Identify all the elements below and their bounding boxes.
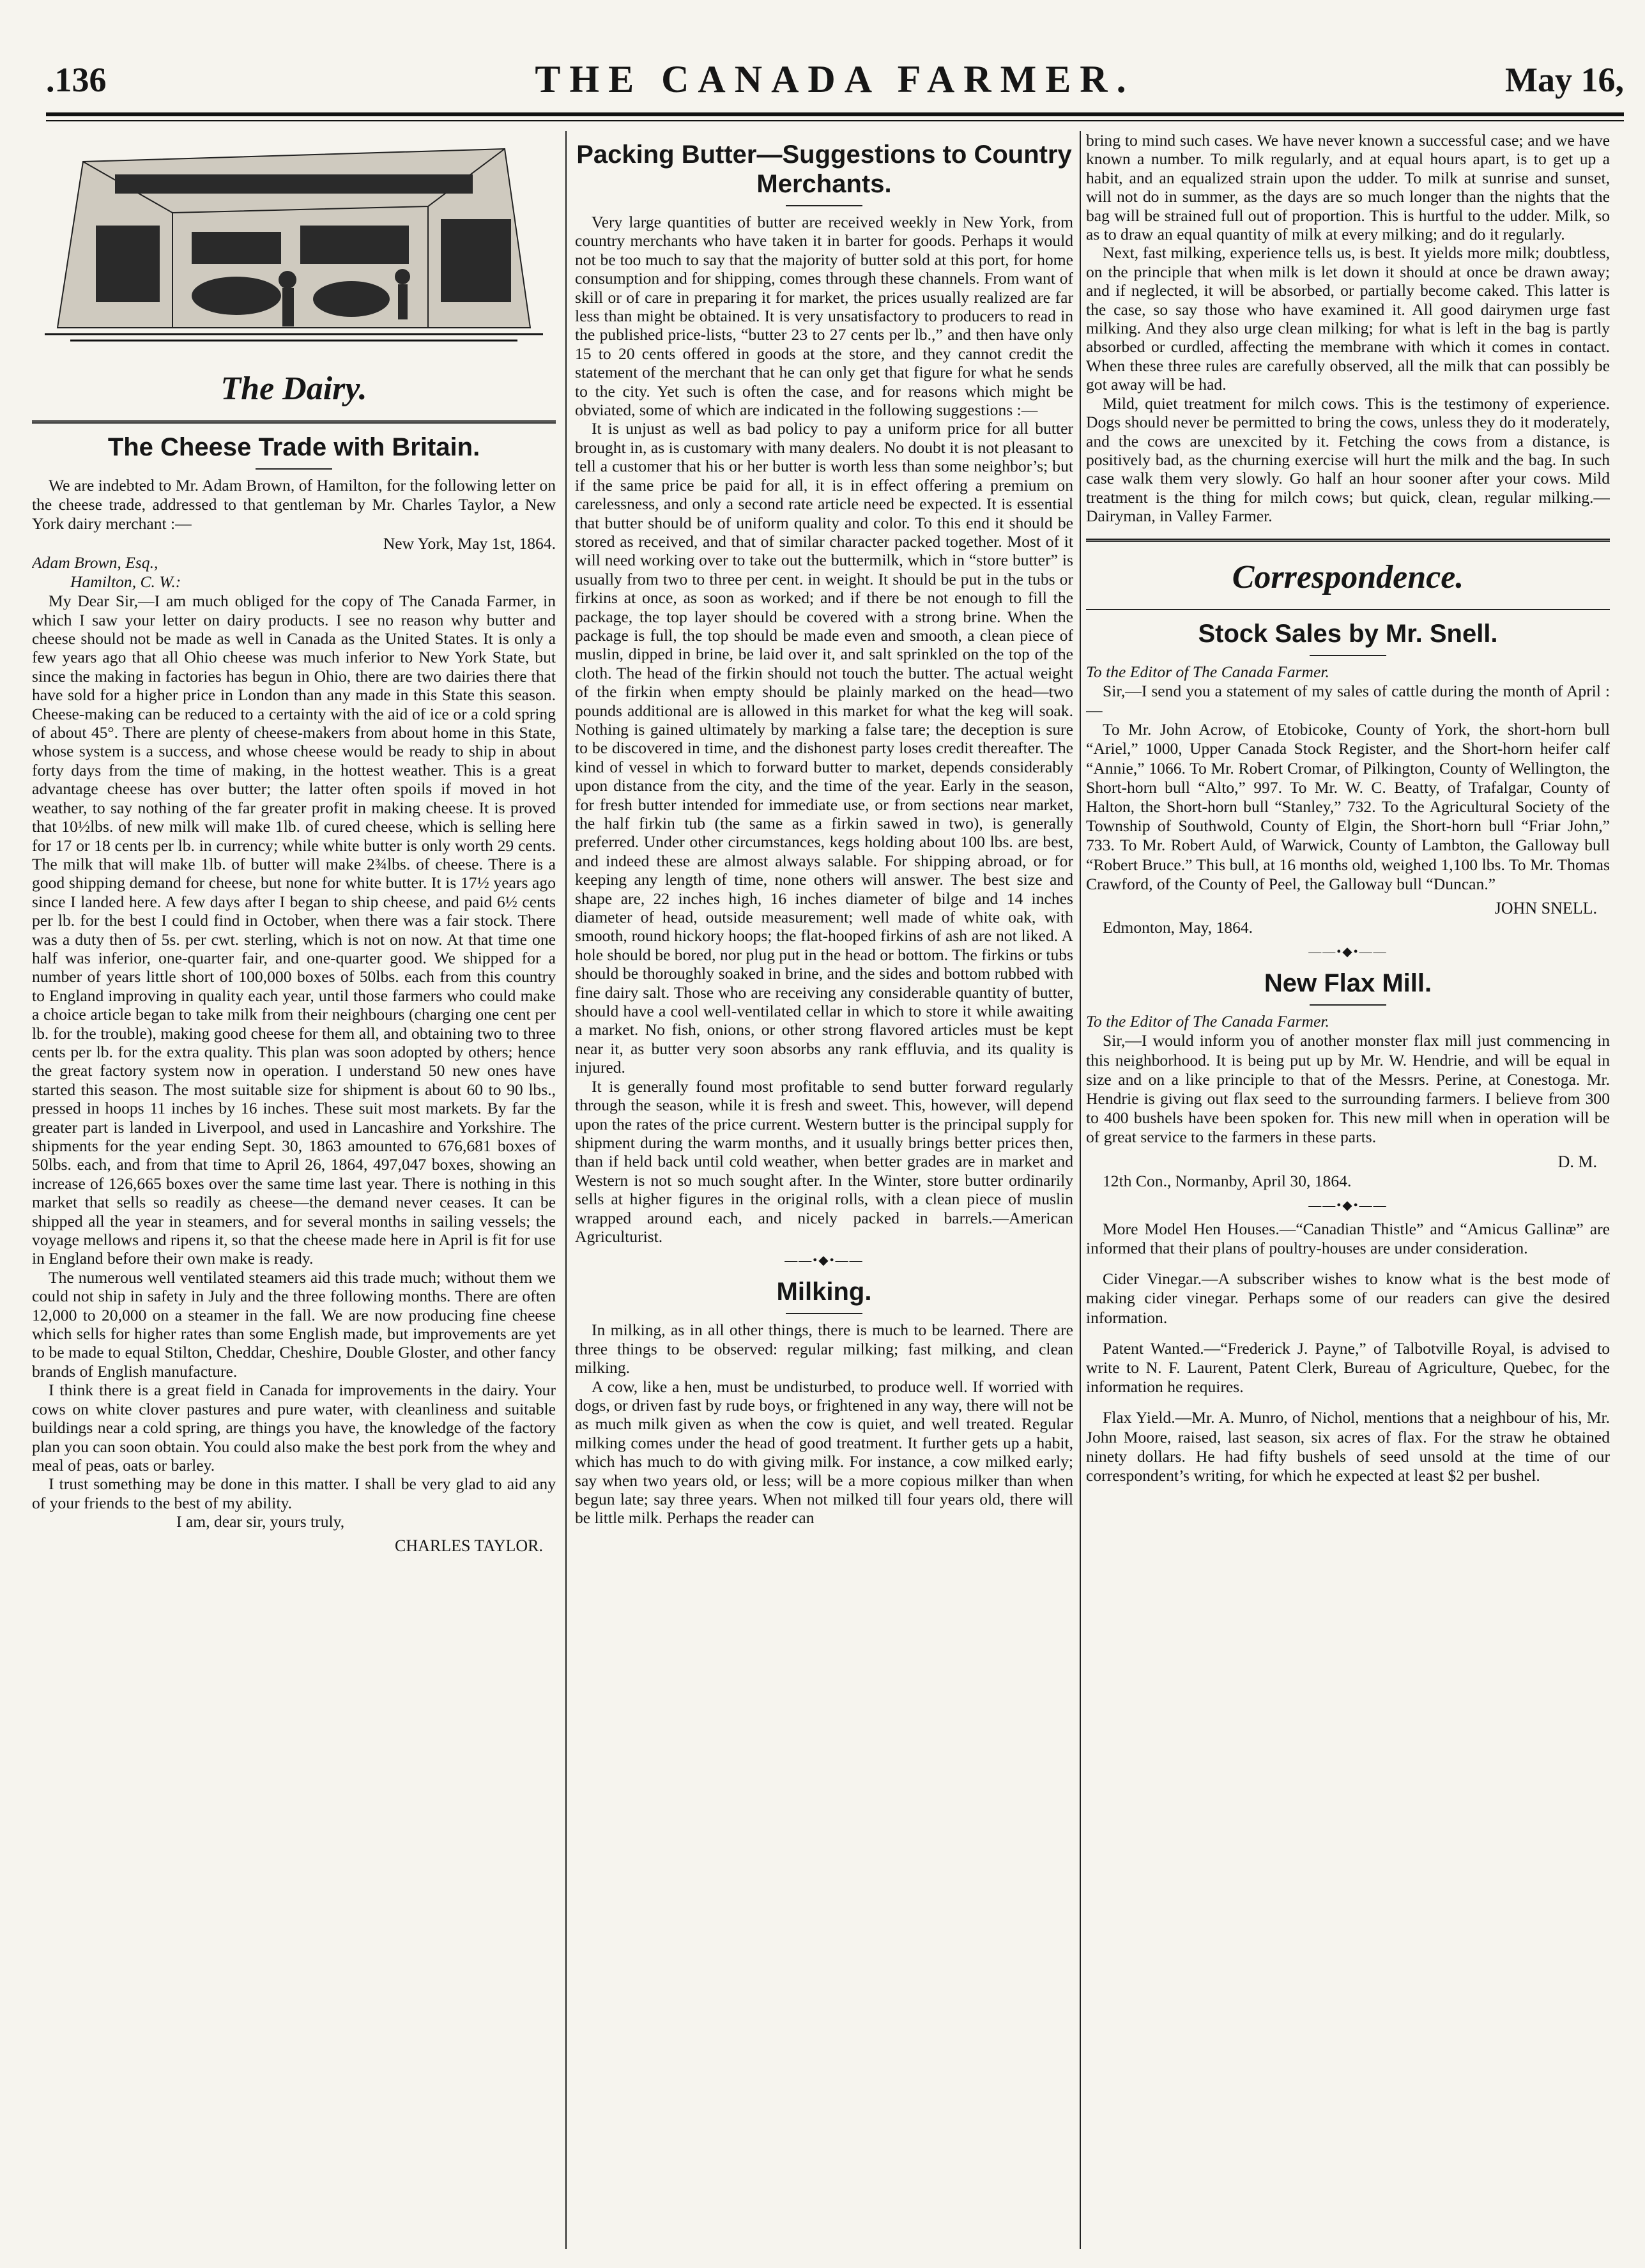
section-title: The Dairy. xyxy=(220,371,367,407)
paragraph: Sir,—I send you a statement of my sales of cattle during the month of April :— xyxy=(1086,681,1610,719)
section-title: Correspondence. xyxy=(1232,558,1464,595)
ornament-divider: ——•◆•—— xyxy=(1308,945,1388,960)
notice-paragraph: Flax Yield.—Mr. A. Munro, of Nichol, mentions that a neighbour of his, Mr. John Moore, raised, last season, six acres of flax. For the straw he obtained ninety dollars. He had fifty bushels of seed unsold at the time of our correspondent’s writing, for which he expected at least $2 per bushel. xyxy=(1086,1408,1610,1485)
article-title: New Flax Mill. xyxy=(1264,969,1432,998)
short-rule xyxy=(256,468,332,470)
paragraph: bring to mind such cases. We have never known a successful case; and we have known a number. To milk regularly, and at equal hours apart, is to get up a habit, and an equalized strain upon the udder. To milk at sunrise and sunset, will not do in summer, as the days are so much longer than the nights that the bag will be strained full out of proportion. This is hurtful to the udder. Milk, so as to draw an equal quantity of milk at every milking; and do it regularly. xyxy=(1086,131,1610,244)
paragraph: It is unjust as well as bad policy to pay a uniform price for all butter brought in, as is customary with many dealers. No doubt it is not pleasant to tell a customer that his or her butter is worth less than some neighbor’s; but if the same price be paid for all, it is in effect offering a premium on carelessness, and only a second rate article need be expected. It is essential that butter should be of uniform quality and color. To this end it should be stored as received, and that of similar character packed together. Most of it will need working over to take out the buttermilk, which in “store butter” is usually from two to three per cent. in weight. It should be put in the tubs or firkins at once, as soon as worked; and if there be not enough to fill the package, the top layer should be covered with a strong brine. When the package is full, the top should be made even and smooth, a clean piece of muslin, dipped in brine, be laid over it, and salt sprinkled on the top of the cloth. The head of the firkin should not touch the butter. The actual weight of the firkin when empty should be plainly marked on the head—two pounds additional are is allowed in this market for what the keg will soak. Nothing is gained ultimately by marking a false tare; the deception is sure to be discovered in time, and the dishonest party loses credit thereafter. The kind of vessel in which to forward butter to market, depends considerably upon distance from the city, and the time of the year. Early in the season, for fresh butter intended for immediate use, or from sections near market, the half firkin tub (the same as a firkin sawed in two), is generally preferred. Under other circumstances, kegs holding about 100 lbs. are best, and indeed these are almost always salable. For shipping abroad, or for keeping any length of time, none others will answer. The best size and shape are, 22 inches high, 16 inches diameter of bilge and 14 inches diameter of head, outside measurement; well made of white oak, with smooth, round hickory hoops; the flat-hooped firkins of ash are not liked. A hole should be bored, nor plug put in the head or bottom. The firkins or tubs should be thoroughly soaked in brine, and the sides and bottom rubbed with fine dairy salt. Those who are receiving any considerable quantity of butter, should have a cool well-ventilated cellar in which to store it while awaiting a market. No fish, onions, or other strong flavored articles must be kept near it, as butter very soon absorbs any rank effluvia, and its quality is injured. xyxy=(575,419,1073,1077)
paragraph: Mild, quiet treatment for milch cows. This is the testimony of experience. Dogs should never be permitted to bring the cows, unless they do it moderately, and the cows are unexcited by it. Fetching the cows from a distance, is positively bad, as the churning exercise will hurt the milk and the bag. In such case walk them very slowly. Go half an hour sooner after your cows. Mild treatment is the thing for milch cows; but quick, clean, regular milking.—Dairyman, in Valley Farmer. xyxy=(1086,394,1610,526)
notice-paragraph: More Model Hen Houses.—“Canadian Thistle” and “Amicus Gallinæ” are informed that their plans of poultry-houses are under consideration. xyxy=(1086,1219,1610,1257)
article-intro: We are indebted to Mr. Adam Brown, of Hamilton, for the following letter on the cheese trade, addressed to that gentleman by Mr. Charles Taylor, a New York dairy merchant :— xyxy=(32,476,556,533)
short-rule xyxy=(786,1313,862,1314)
double-rule xyxy=(1086,539,1610,542)
article-title: The Cheese Trade with Britain. xyxy=(107,433,480,461)
short-rule xyxy=(786,205,862,206)
column-right xyxy=(1086,131,1610,2249)
article-title: Packing Butter—Suggestions to Country Merchants. xyxy=(576,141,1072,198)
double-rule xyxy=(32,420,556,424)
dairy-engraving-image xyxy=(45,136,543,353)
letter-addressee: Adam Brown, Esq., xyxy=(32,553,158,572)
short-rule xyxy=(1310,655,1386,656)
column-left xyxy=(32,131,556,2249)
paragraph: To Mr. John Acrow, of Etobicoke, County of York, the short-horn bull “Ariel,” 1000, Upper Canada Stock Register, and the Short-horn heifer calf “Annie,” 1066. To Mr. Robert Cromar, of Pilkington, County of Wellington, the Short-horn bull “Alto,” 997. To Mr. W. C. Beatty, of Trafalgar, County of Halton, the Short-horn bull “Stanley,” 732. To the Agricultural Society of the Township of Southwold, County of Elgin, the Short-horn bull “Friar John,” 733. To Mr. Robert Auld, of Warwick, County of Lambton, the Galloway bull “Robert Bruce.” This bull, at 16 months old, weighed 1,100 lbs. To Mr. Thomas Crawford, of the County of Peel, the Galloway bull “Duncan.” xyxy=(1086,720,1610,893)
paragraph: Next, fast milking, experience tells us, is best. It yields more milk; doubtless, on the principle that when milk is let down it should at once be drawn away; and if neglected, it will be absorbed, or partially become caked. This latter is the case, so say those who have examined it. All good dairymen urge fast milking. And they also urge clean milking; for what is left in the bag is partly absorbed or curdled, affecting the membrane with which it comes in contact. When these three rules are carefully observed, all the milk that can possibly be got away will be had. xyxy=(1086,243,1610,394)
letter-signature: CHARLES TAYLOR. xyxy=(395,1536,543,1556)
letter-signature: D. M. xyxy=(1557,1152,1597,1171)
letter-place-date: Edmonton, May, 1864. xyxy=(1103,917,1253,937)
paragraph: Very large quantities of butter are received weekly in New York, from country merchants who have taken it in barter for goods. Perhaps it would not be too much to say that the majority of butter sold at this port, for home consumption and for shipping, comes through these channels. From want of skill or of care in preparing it for market, the prices usually realized are far less than might be obtained. It is very unsatisfactory to producers to read in the published price-lists, “butter 23 to 27 cents per lb.,” and then have only 15 to 20 cents offered in goods at the store, and they cannot credit the statement of the merchant that he can only get that figure for what he sends to the city. Yet such is often the case, and for reasons which might be obviated, some of which are indicated in the following suggestions :— xyxy=(575,213,1073,420)
newspaper-title: THE CANADA FARMER. xyxy=(535,58,1135,100)
column-divider xyxy=(565,131,567,2249)
article-title: Milking. xyxy=(776,1278,872,1306)
masthead-rule xyxy=(46,112,1624,116)
notice-paragraph: Cider Vinegar.—A subscriber wishes to know what is the best mode of making cider vinegar. Perhaps some of our readers can give the desired information. xyxy=(1086,1269,1610,1327)
letter-signature: JOHN SNELL. xyxy=(1494,898,1597,917)
ornament-divider: ——•◆•—— xyxy=(784,1253,864,1268)
letter-closing: I am, dear sir, yours truly, xyxy=(176,1512,345,1531)
paragraph: In milking, as in all other things, there is much to be learned. There are three things to be observed: regular milking; fast milking, and clean milking. xyxy=(575,1321,1073,1377)
masthead-rule-thin xyxy=(46,120,1624,121)
letter-salutation-to: To the Editor of The Canada Farmer. xyxy=(1086,1012,1329,1031)
notice-paragraph: Patent Wanted.—“Frederick J. Payne,” of Talbotville Royal, is advised to write to N. F. Laurent, Patent Clerk, Bureau of Agriculture, Quebec, for the information he requires. xyxy=(1086,1338,1610,1397)
page-number: .136 xyxy=(46,61,107,99)
letter-place-date: 12th Con., Normanby, April 30, 1864. xyxy=(1103,1171,1352,1190)
issue-date: May 16, xyxy=(1505,61,1624,99)
column-divider xyxy=(1080,131,1081,2249)
paragraph: It is generally found most profitable to send butter forward regularly through the season, while it is fresh and sweet. This, however, will depend upon the rates of the price current. Western butter is the principal supply for shipment during the warm months, and it usually brings better prices then, than if held back until cold weather, when better grades are in market and Western is not so much sought after. In the Winter, store butter ordinarily sells at higher figures in the original rolls, with a clean piece of muslin wrapped around each, and nicely packed in barrels.—American Agriculturist. xyxy=(575,1077,1073,1246)
column-middle xyxy=(575,131,1073,2249)
paragraph: A cow, like a hen, must be undisturbed, to produce well. If worried with dogs, or driven fast by rude boys, or frightened in any way, there will not be as much milk given as when the cow is quiet, and well treated. Regular milking comes under the head of good treatment. It further gets up a habit, which has much to do with giving milk. For instance, a cow milked early; say when two years old, or less; will be a more copious milker than when begun late; say three years. When not milked till four years old, there will be little milk. Perhaps the reader can xyxy=(575,1377,1073,1528)
letter-addressee-place: Hamilton, C. W.: xyxy=(70,572,181,592)
letter-dateline: New York, May 1st, 1864. xyxy=(383,533,556,553)
rule xyxy=(1086,609,1610,610)
paragraph: Sir,—I would inform you of another monster flax mill just commencing in this neighborhood. It is being put up by Mr. W. Hendrie, and will be equal in size and on a like principle to that of the Messrs. Perine, at Conestoga. Mr. Hendrie is giving out flax seed to the surrounding farmers. I believe from 300 to 400 bushels have been spoken for. This new mill when in operation will be of great service to the farmers in these parts. xyxy=(1086,1031,1610,1147)
paragraph: I think there is a great field in Canada for improvements in the dairy. Your cows on white clover pastures and pure water, with cleanliness and suitable buildings near a cold spring, are things you have, the knowledge of the factory plan you can soon obtain. You could also make the best pork from the whey and meal of peas, oats or barley. xyxy=(32,1381,556,1475)
paragraph: The numerous well ventilated steamers aid this trade much; without them we could not ship in safety in July and the three following months. There are often 12,000 to 20,000 on a steamer in the fall. We are now producing fine cheese which sells for higher rates than some English made, but improvements are yet to be made to equal Stilton, Cheddar, Cheshire, Double Gloster, and other fancy brands of English manufacture. xyxy=(32,1268,556,1381)
article-title: Stock Sales by Mr. Snell. xyxy=(1198,619,1498,648)
ornament-divider: ——•◆•—— xyxy=(1308,1198,1388,1213)
paragraph: My Dear Sir,—I am much obliged for the copy of The Canada Farmer, in which I saw your letter on dairy products. I see no reason why butter and cheese should not be made as well in Canada as the United States. It is only a few years ago that all Ohio cheese was much inferior to New York State, but since the making in factories has begun in Ohio, there are two dairies there that have sold for a higher price in London than any made in this State this season. Cheese-making can be reduced to a certainty with the aid of ice or a cold spring of about 45°. There are plenty of cheese-makers from about home in this State, whose system is a success, and whose cheese would be ready to ship in about forty days from the time of making, in the hottest weather. This is a great advantage cheese has over butter; the latter often spoils if moved in hot weather, to say nothing of the far greater profit in making cheese. It is proved that 10½lbs. of new milk will make 1lb. of cured cheese, which is selling here for 17 or 18 cents per lb. in currency; while white butter is only worth 29 cents. The milk that will make 1lb. of butter will make 2¾lbs. of cheese. There is a good shipping demand for cheese, but none for white butter. It is 17½ years ago since I landed here. A few days after I began to ship cheese, and paid 6½ cents per lb. for the best I could find in October, when there was a fair stock. There was a duty then of 5s. per cwt. sterling, which is not on now. At that time one half was inferior, one-quarter fair, and one-quarter good. We shipped for a number of years little short of 100,000 boxes of 50lbs. each from this country to England improving in quality each year, until those farmers who could make a choice article began to take milk from their neighbours (charging one cent per lb. for the trouble), making good cheese for them all, and obtaining two to three cents per lb. for the extra quality. This plan was soon adopted by others; hence the great factory system now in operation. I understand 50 new ones have started this season. The most suitable size for shipment is about 60 to 90 lbs., pressed in hoops 11 inches by 16 inches. These suit most markets. By far the greater part is landed in Liverpool, and used in Lancashire and Yorkshire. The shipments for the year ending Sept. 30, 1863 amounted to 676,681 boxes of 50lbs. each, and from that time to April 26, 1864, 497,047 boxes, showing an increase of 126,665 boxes over the same time last year. There is nothing in this market that sells so readily as cheese—the demand never ceases. It can be shipped all the year in steamers, and for several months in sailing vessels; the voyage mellows and ripens it, so that the cheese made here in April is fit for use in England before their own make is ready. xyxy=(32,592,556,1268)
letter-salutation-to: To the Editor of The Canada Farmer. xyxy=(1086,662,1329,681)
masthead xyxy=(46,38,1624,121)
paragraph: I trust something may be done in this matter. I shall be very glad to aid any of your friends to the best of my ability. xyxy=(32,1475,556,1512)
short-rule xyxy=(1310,1004,1386,1006)
